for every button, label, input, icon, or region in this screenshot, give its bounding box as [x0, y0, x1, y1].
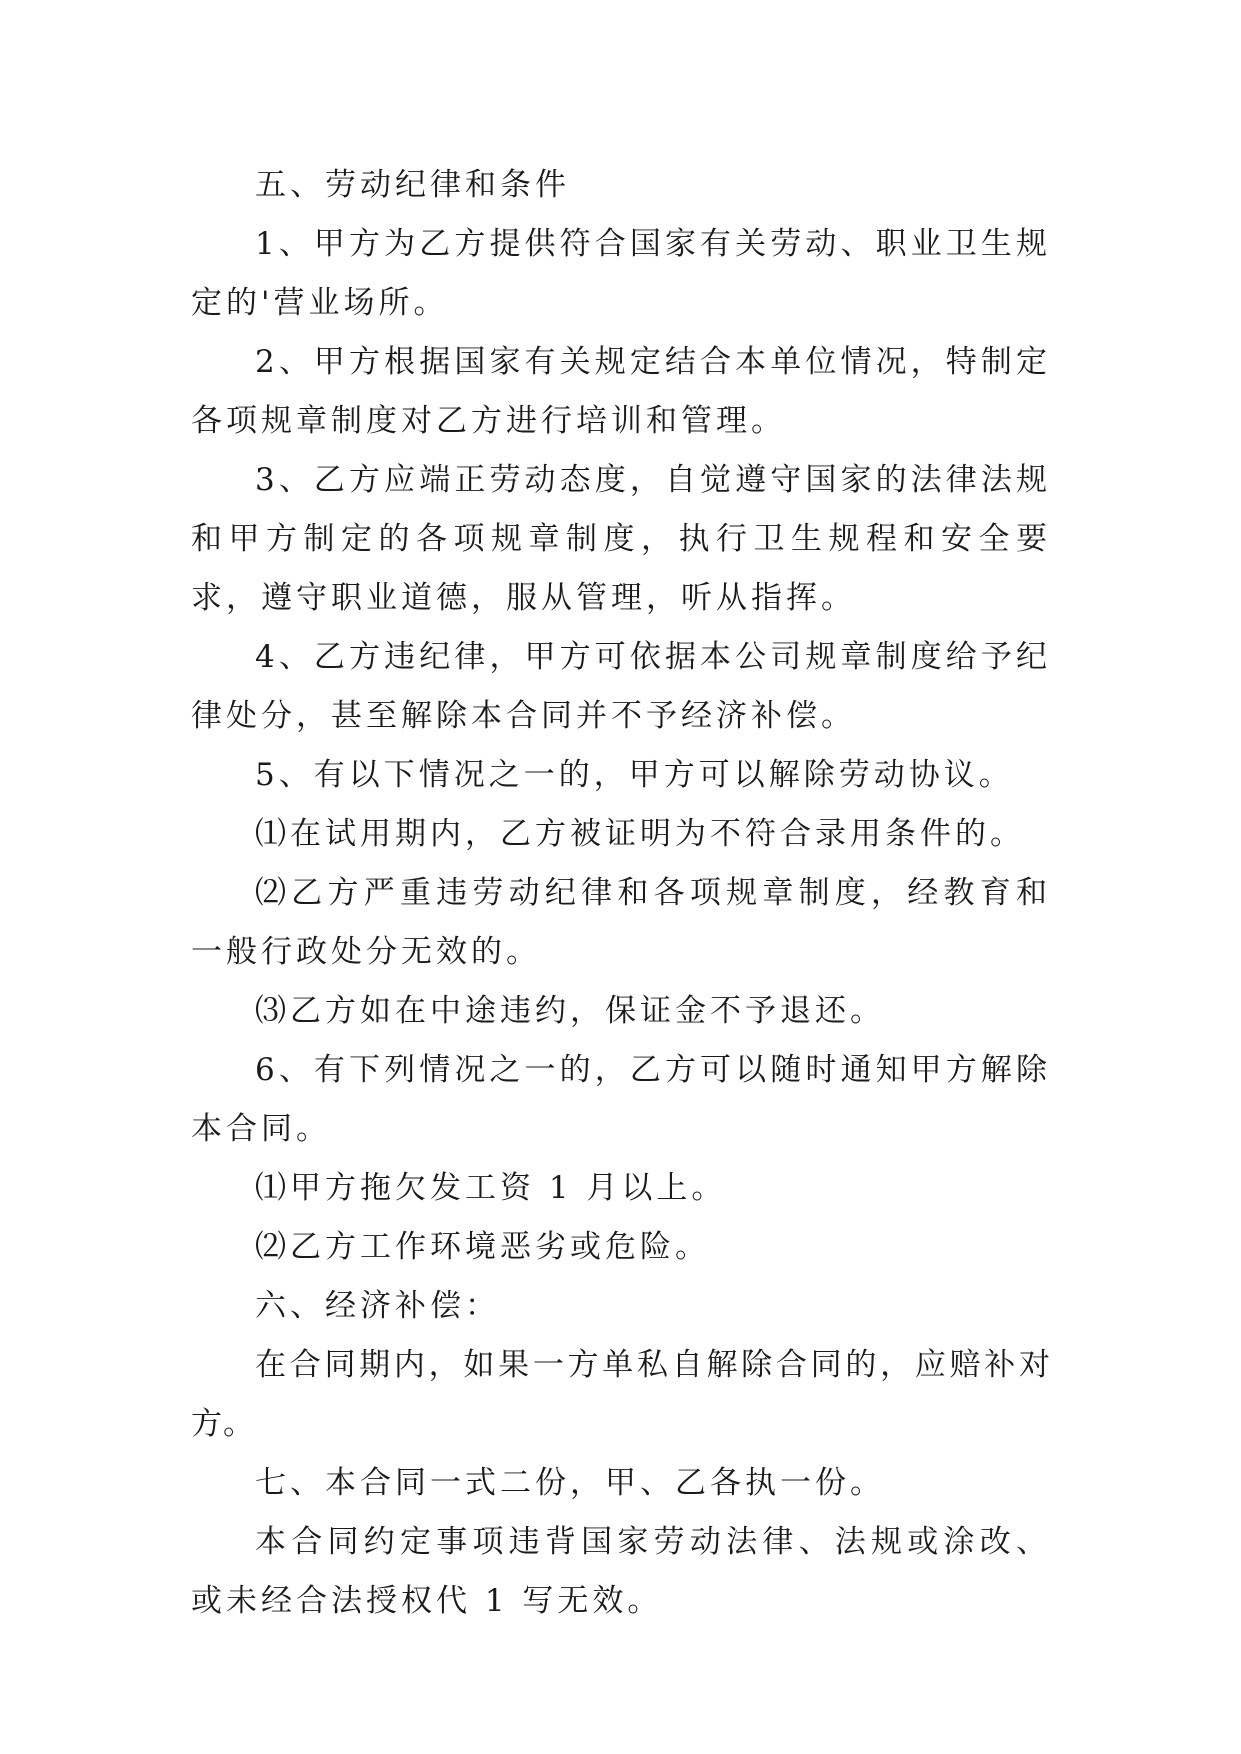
invalidity-clause: 本合同约定事项违背国家劳动法律、法规或涂改、或未经合法授权代 1 写无效。	[191, 1524, 1051, 1619]
clause-2: 2、甲方根据国家有关规定结合本单位情况，特制定各项规章制度对乙方进行培训和管理。	[191, 344, 1051, 439]
clause-6-item-1: ⑴甲方拖欠发工资 1 月以上。	[255, 1170, 727, 1206]
clause-5-item-2: ⑵乙方严重违劳动纪律和各项规章制度，经教育和一般行政处分无效的。	[191, 875, 1051, 970]
clause-5-item-1: ⑴在试用期内，乙方被证明为不符合录用条件的。	[255, 816, 1025, 852]
clause-1: 1、甲方为乙方提供符合国家有关劳动、职业卫生规定的'营业场所。	[191, 226, 1051, 321]
clause-6: 6、有下列情况之一的，乙方可以随时通知甲方解除本合同。	[191, 1052, 1051, 1147]
clause-5: 5、有以下情况之一的，甲方可以解除劳动协议。	[255, 757, 1014, 793]
clause-6-item-2: ⑵乙方工作环境恶劣或危险。	[255, 1229, 710, 1265]
section-heading-copies: 七、本合同一式二份，甲、乙各执一份。	[255, 1465, 885, 1501]
section-heading-compensation: 六、经济补偿：	[255, 1288, 500, 1324]
section-heading-labor-discipline: 五、劳动纪律和条件	[255, 167, 570, 203]
clause-4: 4、乙方违纪律，甲方可依据本公司规章制度给予纪律处分，甚至解除本合同并不予经济补偿。	[191, 639, 1051, 734]
document-body	[191, 156, 1051, 1631]
clause-5-item-3: ⑶乙方如在中途违约，保证金不予退还。	[255, 993, 885, 1029]
compensation-clause: 在合同期内，如果一方单私自解除合同的，应赔补对方。	[191, 1347, 1051, 1442]
clause-3: 3、乙方应端正劳动态度，自觉遵守国家的法律法规和甲方制定的各项规章制度，执行卫生规程和安全要求，遵守职业道德，服从管理，听从指挥。	[191, 462, 1051, 616]
